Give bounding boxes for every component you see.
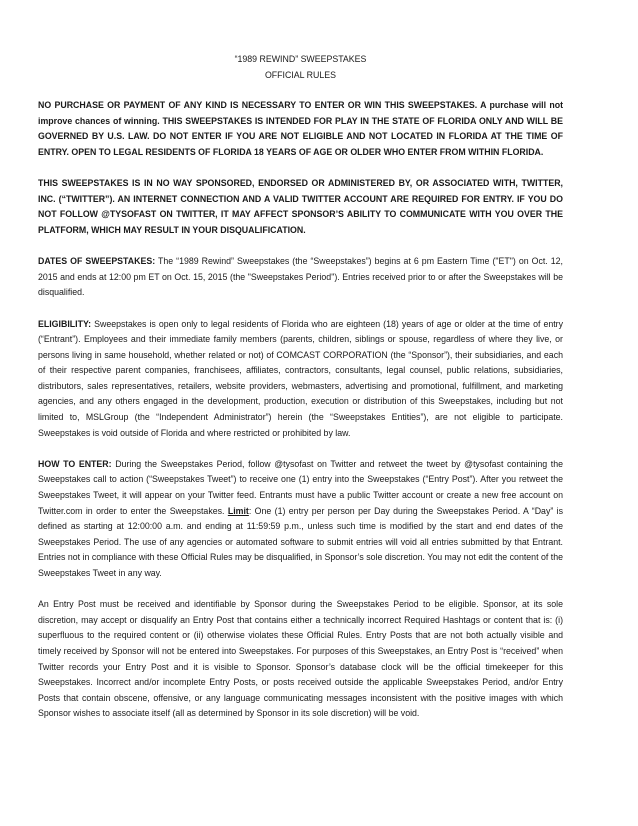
how-to-enter-section [38, 457, 563, 582]
dates-heading: DATES OF SWEEPSTAKES: [38, 256, 156, 267]
not-sponsored-notice: THIS SWEEPSTAKES IS IN NO WAY SPONSORED, ENDORSED OR ADMINISTERED BY, OR ASSOCIATED WITH, TWITTER, INC. (“TWITTER”). AN INTERNET CONNECTION AND A VALID TWITTER ACCOUNT ARE REQUIRED FOR ENTRY. IF YOU DO NOT FOLLOW @TYSOFAST ON TWITTER, IT MAY AFFECT SPONSOR’S ABILITY TO COMMUNICATE WITH YOU OVER THE PLATFORM, WHICH MAY RESULT IN YOUR DISQUALIFICATION. [38, 178, 563, 235]
document-title: “1989 REWIND” SWEEPSTAKES [234, 54, 367, 64]
eligibility-body: Sweepstakes is open only to legal residents of Florida who are eighteen (18) years of age or older at the time of entry (“Entrant”). Employees and their immediate family members (parents, children, siblings or spouse, regardless of where they live, or persons living in same household, whether related or not) of COMCAST CORPORATION (the “Sponsor”), their subsidiaries, and each of their respective parent companies, franchisees, affiliates, contractors, consultants, legal counsel, public relations, subsidiaries, distributors, sales representatives, retailers, website providers, webmasters, advertising and promotional, fulfillment, and marketing agencies, and any others engaged in the development, production, execution or distribution of this Sweepstakes, including but not limited to, MSLGroup (the “Independent Administrator”) herein (the “Sweepstakes Entities”), are not eligible to participate. Sweepstakes is void outside of Florida and where restricted or prohibited by law. [38, 318, 563, 438]
dates-body: The “1989 Rewind” Sweepstakes (the “Sweepstakes”) begins at 6 pm Eastern Time ("ET") on Oct. 12, 2015 and ends at 12:00 pm ET on Oct. 15, 2015 (the "Sweepstakes Period"). Entries received prior to or after the Sweepstakes will be disqualified. [38, 256, 563, 298]
how-to-enter-heading: HOW TO ENTER: [38, 458, 112, 469]
how-to-enter-body-2: : One (1) entry per person per Day during the Sweepstakes Period. A “Day” is defined as starting at 12:00:00 a.m. and ending at 11:59:59 p.m., unless such time is modified by the start and end dates of the Sweepstakes Period. The use of any agencies or automated software to submit entries will void all entries submitted by that Entrant. Entries not in compliance with these Official Rules may be disqualified, in Sponsor’s sole discretion. You may not edit the content of the Sweepstakes Tweet in any way. [38, 505, 564, 578]
limit-label: Limit [227, 505, 249, 516]
no-purchase-notice: NO PURCHASE OR PAYMENT OF ANY KIND IS NECESSARY TO ENTER OR WIN THIS SWEEPSTAKES. A purchase will not improve chances of winning. THIS SWEEPSTAKES IS INTENDED FOR PLAY IN THE STATE OF FLORIDA ONLY AND WILL BE GOVERNED BY U.S. LAW. DO NOT ENTER IF YOU ARE NOT ELIGIBLE AND NOT LOCATED IN FLORIDA AT THE TIME OF ENTRY. OPEN TO LEGAL RESIDENTS OF FLORIDA 18 YEARS OF AGE OR OLDER WHO ENTER FROM WITHIN FLORIDA. [38, 100, 563, 157]
document-subtitle: OFFICIAL RULES [264, 69, 337, 80]
eligibility-heading: ELIGIBILITY: [38, 318, 92, 329]
eligibility-section [38, 317, 563, 442]
entry-post-section: An Entry Post must be received and identifiable by Sponsor during the Sweepstakes Period to be eligible. Sponsor, at its sole discretion, may accept or disqualify an Entry Post that contains either a technically incorrect Required Hashtags or content that is: (i) superfluous to the required content or (ii) otherwise violates these Official Rules. Entry Posts that are not both actually visible and timely received by Sponsor will not be entered into Sweepstakes. For purposes of this Sweepstakes, an Entry Post is “received” when Twitter records your Entry Post and it is visible to Sponsor. Sponsor’s database clock will be the official timekeeper for this Sweepstakes. Incorrect and/or incomplete Entry Posts, or posts received outside the applicable Sweepstakes Period, and/or Entry Posts that contain obscene, offensive, or any language communicating messages inconsistent with the positive images with which Sponsor wishes to associate itself (all as determined by Sponsor in its sole discretion) will be void. [38, 599, 563, 719]
dates-section [38, 254, 563, 301]
title-spacer [38, 83, 563, 98]
how-to-enter-body-1: During the Sweepstakes Period, follow @tysofast on Twitter and retweet the tweet by @tysofast containing the Sweepstakes call to action (“Sweepstakes Tweet”) to receive one (1) entry into the Sweepstakes (“Entry Post”). After you retweet the Sweepstakes Tweet, it will appear on your Twitter feed. Entrants must have a public Twitter account or create a new free account on Twitter.com in order to enter the Sweepstakes. [38, 458, 564, 516]
